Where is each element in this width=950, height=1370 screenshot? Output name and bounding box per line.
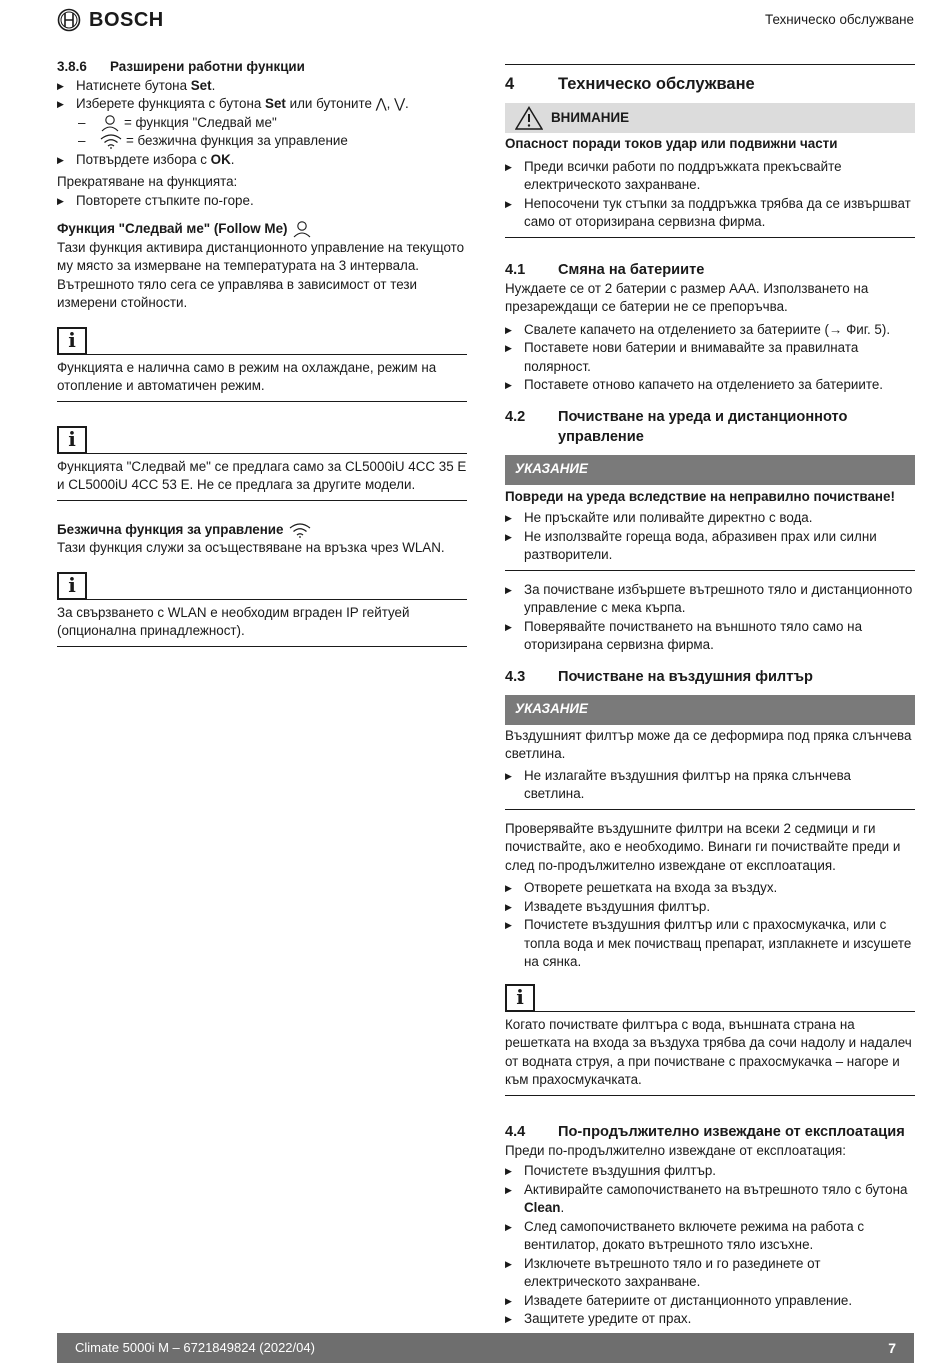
notice-bar: УКАЗАНИЕ (505, 695, 915, 725)
step-item: ▶ След самопочистването включете режима на работа с вентилатор, докато вътрешното тяло изсъхне. (505, 1218, 865, 1252)
wifi-icon (100, 133, 122, 149)
step-item: ▶ Потвърдете избора с OK. (57, 151, 235, 167)
warning-block: Опасност поради токов удар или подвижни части ▶ Преди всички работи по поддръжката прекъсвайте електрическото захранване. ▶ Непосочени тук стъпки за поддръжка трябва да се извършват само от оторизирана сервизна фирма. (505, 135, 915, 238)
batteries-text: Нуждаете се от 2 батерии с размер AAA. Използването на презареждащи се батерии не се препоръчва. (505, 280, 869, 314)
step-item: ▶ Активирайте самопочистването на вътрешното тяло с бутона Clean. (505, 1181, 908, 1215)
step-item: ▶ Свалете капачето на отделението за батериите (→ Фиг. 5). (505, 321, 891, 337)
wireless-heading: Безжична функция за управление (57, 521, 467, 540)
step-item: ▶ Изключете вътрешното тяло и го разединете от електрическото захранване. (505, 1255, 821, 1289)
step-item: ▶ Извадете батериите от дистанционното управление. (505, 1292, 853, 1308)
step-item: ▶ Извадете въздушния филтър. (505, 898, 711, 914)
right-column (505, 56, 915, 1329)
footer-doc-info: Climate 5000i M – 6721849824 (2022/04) (75, 1339, 315, 1355)
info-icon: i (57, 572, 87, 600)
bosch-logo (57, 8, 164, 32)
section-heading-4-1: 4.1 Смяна на батериите (505, 261, 705, 278)
section-heading-4-3: 4.3 Почистване на въздушния филтър (505, 668, 813, 685)
info-icon: i (57, 327, 87, 355)
section-heading-3-8-6: 3.8.6 Разширени работни функции (57, 59, 305, 74)
sub-item-follow-me: – = функция "Следвай ме" (57, 114, 467, 133)
step-item: ▶ Натиснете бутона Set. (57, 77, 216, 93)
page-footer (57, 1333, 914, 1363)
arrow-up-down-icon: ⋀, ⋁. (375, 96, 409, 111)
step-item: ▶ За почистване избършете вътрешното тяло и дистанционното управление с мека кърпа. (505, 581, 913, 615)
cancel-text: Прекратяване на функцията: (57, 174, 238, 189)
section-heading-4: 4 Техническо обслужване (505, 64, 915, 99)
info-icon: i (505, 984, 535, 1012)
step-item: ▶ Поставете отново капачето на отделението за батериите. (505, 377, 884, 392)
follow-me-text: Тази функция активира дистанционното управление на текущото му място за измерване на температурата на 3 интервала. Вътрешното тяло сега се управлява в зависимост от тези измерени стойности. (57, 239, 465, 310)
info-icon: i (57, 426, 87, 454)
warning-bar: ВНИМАНИЕ (505, 103, 915, 133)
follow-me-heading: Функция "Следвай ме" (Follow Me) (57, 220, 467, 239)
left-column (57, 56, 467, 647)
info-note: i Функцията е налична само в режим на охлаждане, режим на отопление и автоматичен режим. (57, 327, 467, 402)
wireless-text: Тази функция служи за осъществяване на връзка чрез WLAN. (57, 540, 445, 555)
step-item: ▶ Поверявайте почистването на външното тяло само на оторизирана сервизна фирма. (505, 618, 863, 652)
header-section-title: Техническо обслужване (765, 12, 914, 27)
step-item: ▶ Почистете въздушния филтър. (505, 1163, 717, 1178)
brand-name: BOSCH (89, 8, 164, 31)
sub-item-wireless: – = безжична функция за управление (78, 133, 348, 148)
decommission-text: Преди по-продължително извеждане от експлоатация: (505, 1142, 846, 1158)
filter-text: Проверявайте въздушните филтри на всеки 2 седмици и ги почиствайте, ако е необходимо. Винаги ги почиствайте преди и след по-продължително извеждане от експлоатация. (505, 820, 901, 873)
step-item: ▶ Отворете решетката на входа за въздух. (505, 880, 778, 895)
page-number: 7 (888, 1339, 896, 1356)
step-item: ▶ Поставете нови батерии и внимавайте за правилната полярност. (505, 340, 859, 374)
bosch-armature-icon (57, 8, 81, 32)
warning-triangle-icon (515, 106, 543, 130)
info-note: i Функцията "Следвай ме" се предлага само за CL5000iU 4CC 35 E и CL5000iU 4CC 53 E. Не се предлага за другите модели. (57, 426, 467, 501)
notice-bar: УКАЗАНИЕ (505, 455, 915, 485)
wifi-icon (289, 522, 311, 538)
notice-block: Повреди на уреда вследствие на неправилно почистване! ▶ Не пръскайте или поливайте директно с вода. ▶ Не използвайте гореща вода, абразивен прах или силни разтворители. (505, 488, 915, 571)
person-icon (100, 114, 120, 132)
step-item: ▶ Изберете функцията с бутона Set или бутоните ⋀, ⋁. (57, 96, 409, 111)
info-note: i Когато почиствате филтъра с вода, външната страна на решетката на входа за въздуха трябва да сочи надолу и надалеч от водната струя, а при почистване с прахосмукачка – нагоре и към прахосмукачката. (505, 984, 915, 1096)
section-heading-4-2: 4.2 Почистване на уреда и дистанционното управление (505, 408, 848, 445)
page-header (57, 8, 914, 34)
info-note: i За свързването с WLAN е необходим вграден IP гейтуей (опционална принадлежност). (57, 572, 467, 647)
section-heading-4-4: 4.4 По-продължително извеждане от експлоатация (505, 1123, 905, 1140)
step-item: ▶ Защитете уредите от прах. (505, 1311, 692, 1326)
step-item: ▶ Почистете въздушния филтър или с прахосмукачка, или с топла вода и мек почистващ препарат, изплакнете и изсушете на сянка. (505, 917, 912, 969)
step-item: ▶ Повторете стъпките по-горе. (57, 192, 254, 208)
person-icon (292, 220, 312, 238)
notice-block: Въздушният филтър може да се деформира под пряка слънчева светлина. ▶ Не излагайте въздушния филтър на пряка слънчева светлина. (505, 727, 915, 810)
